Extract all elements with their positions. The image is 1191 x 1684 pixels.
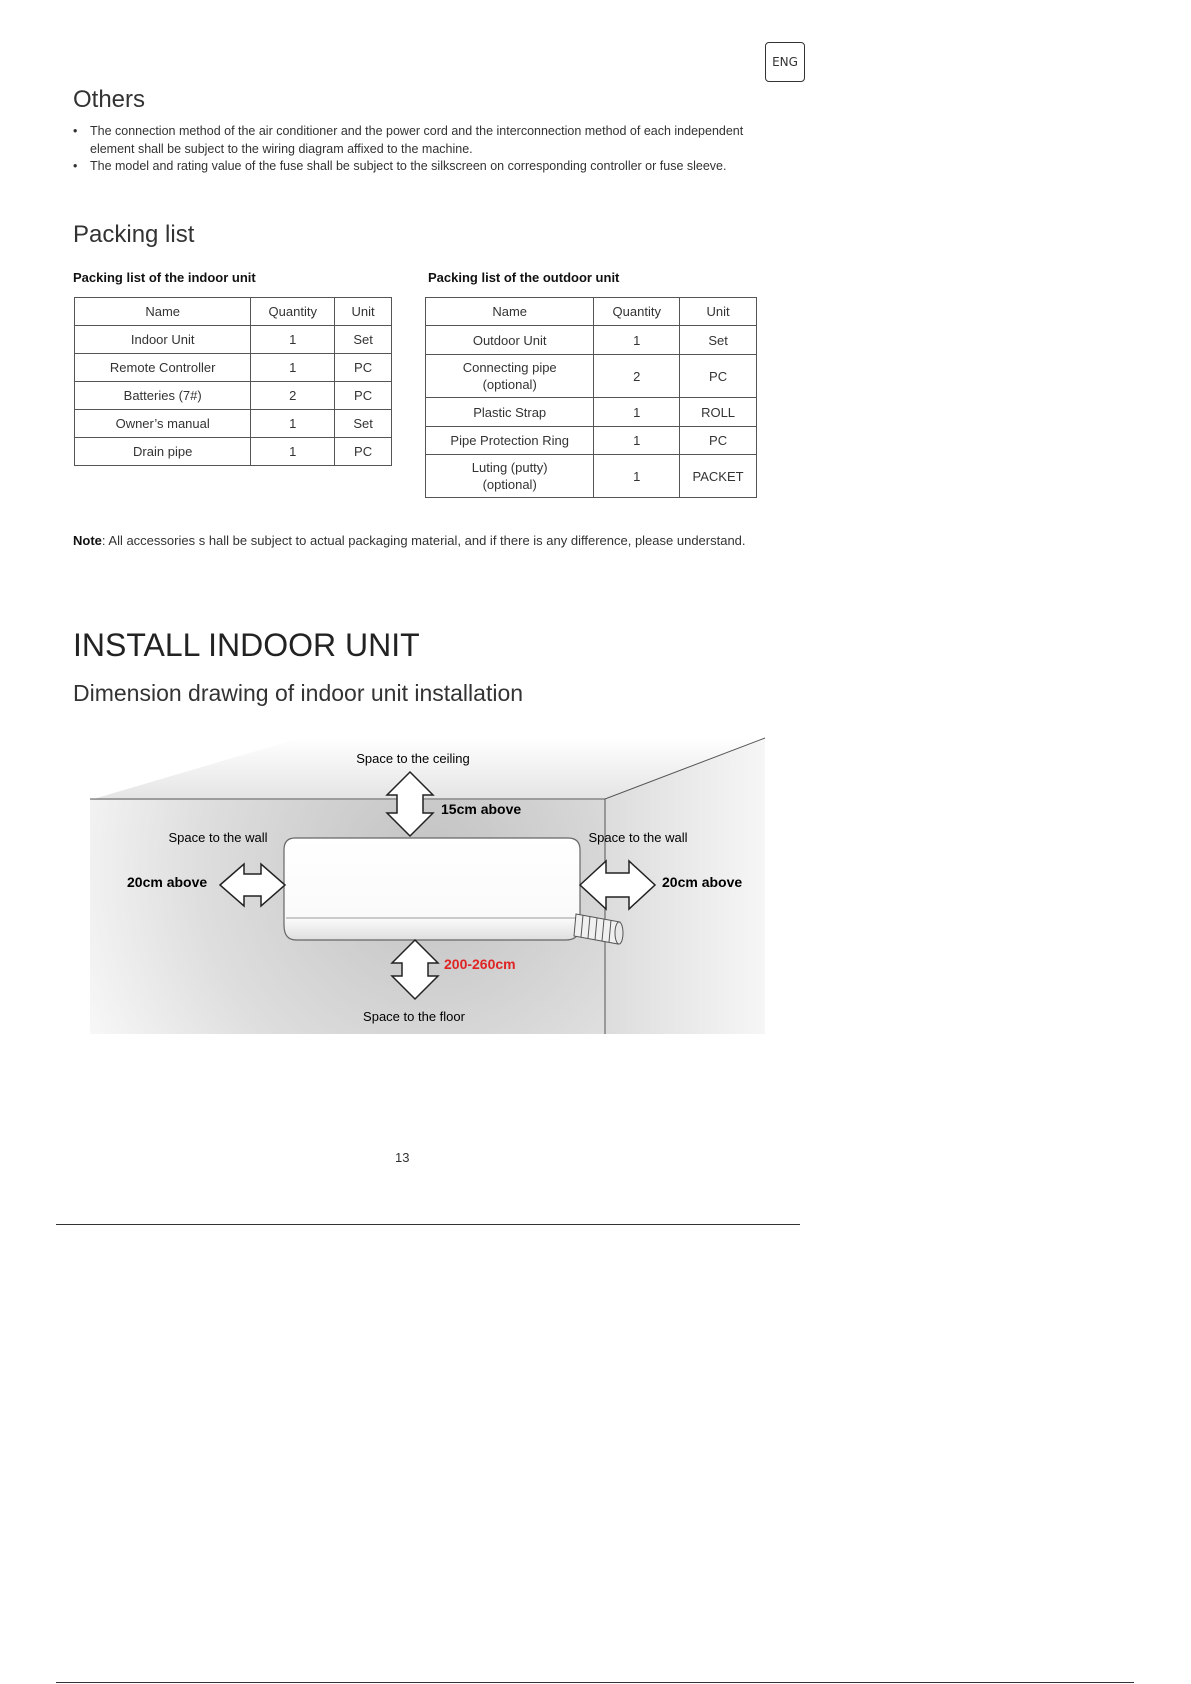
left-wall-label: Space to the wall (168, 830, 268, 845)
table-cell: Batteries (7#) (75, 382, 251, 410)
table-cell: 1 (594, 455, 680, 498)
table-cell: PC (680, 355, 757, 398)
header-cell: Unit (680, 298, 757, 326)
table-cell: ROLL (680, 398, 757, 427)
table-cell: Set (335, 410, 392, 438)
outdoor-table-title: Packing list of the outdoor unit (428, 270, 620, 285)
right-wall-value: 20cm above (662, 874, 743, 890)
indoor-unit (284, 838, 580, 940)
page-divider (56, 1224, 800, 1225)
table-cell: 1 (251, 410, 335, 438)
others-bullet-2: • The model and rating value of the fuse shall be subject to the silkscreen on corresponding controller or fuse sleeve. (73, 158, 753, 176)
table-cell: Remote Controller (75, 354, 251, 382)
note-text: : All accessories s hall be subject to actual packaging material, and if there is any difference, please understand. (101, 533, 746, 548)
table-cell: Owner’s manual (75, 410, 251, 438)
right-wall-label: Space to the wall (588, 830, 688, 845)
table-cell: Pipe Protection Ring (426, 427, 594, 455)
table-cell: PC (335, 354, 392, 382)
table-cell: Luting (putty) (optional) (426, 455, 594, 498)
table-cell: 1 (251, 354, 335, 382)
bottom-divider (56, 1682, 1134, 1683)
table-cell: Plastic Strap (426, 398, 594, 427)
table-cell: Connecting pipe (optional) (426, 355, 594, 398)
language-badge: ENG (765, 42, 805, 82)
table-cell: Set (680, 326, 757, 355)
header-cell: Quantity (594, 298, 680, 326)
others-bullet-1: • The connection method of the air conditioner and the power cord and the interconnection method of each independent element shall be subject to the wiring diagram affixed to the machine. (73, 123, 753, 158)
others-heading: Others (73, 86, 146, 113)
ceiling-label: Space to the ceiling (356, 751, 470, 766)
table-cell: 1 (251, 438, 335, 466)
header-cell: Quantity (251, 298, 335, 326)
table-cell: PC (335, 382, 392, 410)
table-cell: 1 (251, 326, 335, 354)
table-cell: 1 (594, 398, 680, 427)
table-cell: PC (335, 438, 392, 466)
header-cell: Name (426, 298, 594, 326)
packing-list-heading: Packing list (73, 221, 195, 248)
table-cell: 2 (594, 355, 680, 398)
table-cell: PACKET (680, 455, 757, 498)
table-cell: Drain pipe (75, 438, 251, 466)
ceiling-value: 15cm above (441, 801, 522, 817)
table-cell: Indoor Unit (75, 326, 251, 354)
header-cell: Unit (335, 298, 392, 326)
page-number: 13 (395, 1150, 410, 1165)
table-cell: Outdoor Unit (426, 326, 594, 355)
note-label: Note (73, 533, 102, 548)
floor-height-value: 200-260cm (444, 956, 516, 972)
install-title: INSTALL INDOOR UNIT (73, 627, 420, 663)
indoor-table-title: Packing list of the indoor unit (73, 270, 256, 285)
table-cell: 1 (594, 427, 680, 455)
header-cell: Name (75, 298, 251, 326)
install-subtitle: Dimension drawing of indoor unit installation (73, 680, 524, 706)
table-cell: PC (680, 427, 757, 455)
table-cell: Set (335, 326, 392, 354)
table-cell: 2 (251, 382, 335, 410)
left-wall-value: 20cm above (127, 874, 208, 890)
table-cell: 1 (594, 326, 680, 355)
floor-label: Space to the floor (363, 1009, 465, 1024)
